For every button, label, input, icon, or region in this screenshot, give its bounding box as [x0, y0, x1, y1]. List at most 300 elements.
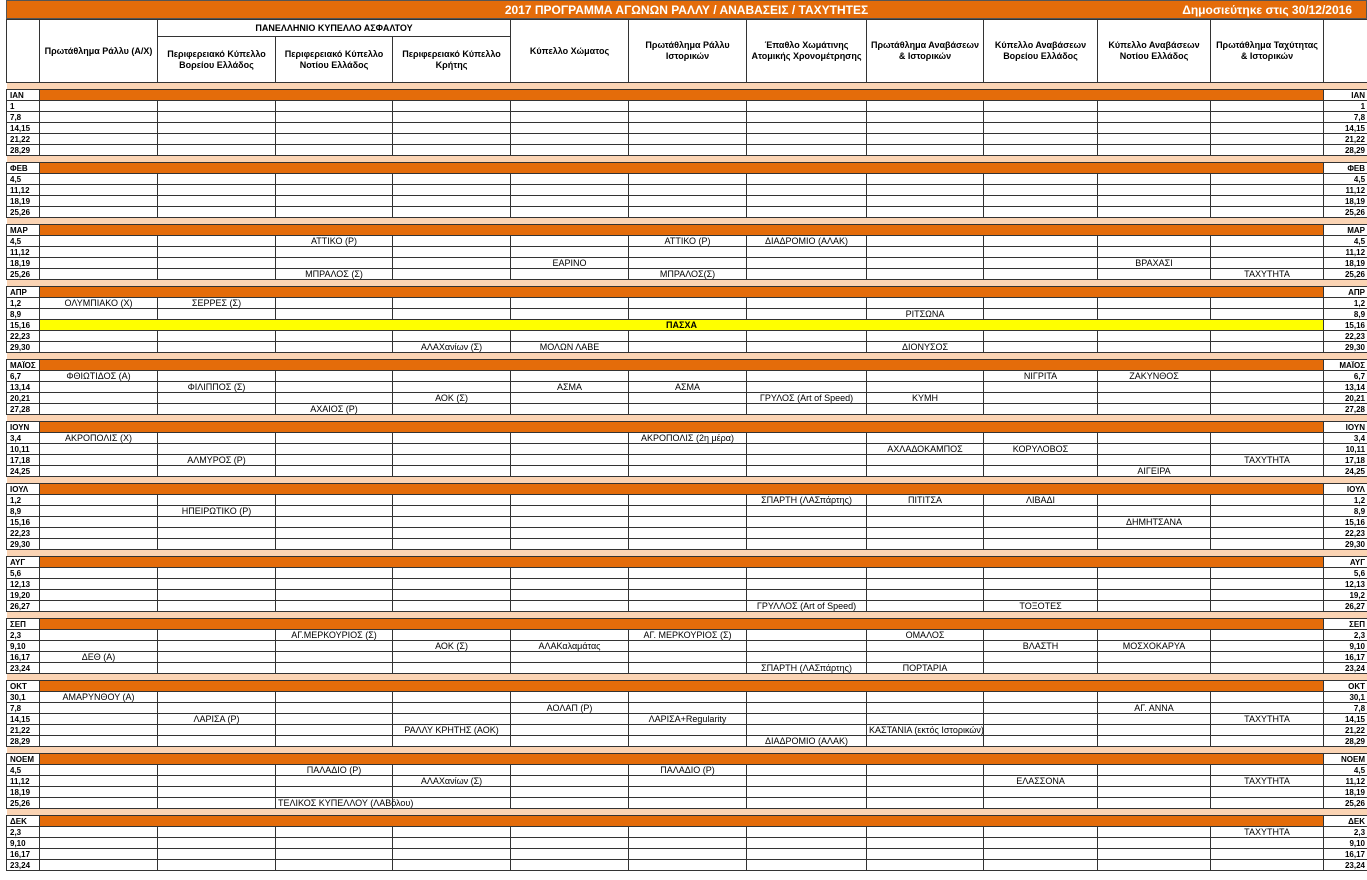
event-cell — [984, 342, 1098, 353]
table-row — [7, 765, 1367, 776]
event-cell — [867, 736, 984, 747]
date-left: 18,19 — [7, 787, 40, 798]
event-cell — [276, 393, 393, 404]
event-cell — [629, 371, 747, 382]
date-right: 9,10 — [1324, 838, 1367, 849]
table-row — [7, 236, 1367, 247]
event-cell — [276, 827, 393, 838]
event-cell — [511, 331, 629, 342]
event-cell — [867, 765, 984, 776]
event-cell — [158, 393, 276, 404]
event-cell — [984, 630, 1098, 641]
event-cell — [276, 601, 393, 612]
event-cell — [747, 725, 867, 736]
month-label-right: ΦΕΒ — [1324, 163, 1367, 174]
event-cell — [1098, 269, 1211, 280]
event-cell — [393, 331, 511, 342]
date-right: 16,17 — [1324, 652, 1367, 663]
event-cell — [1098, 798, 1211, 809]
event-cell — [984, 393, 1098, 404]
event-cell — [984, 703, 1098, 714]
event-cell — [867, 528, 984, 539]
event-cell — [867, 298, 984, 309]
event-name: ΠΙΤΙΤΣΑ — [907, 494, 943, 505]
event-name: ΤΟΞΟΤΕΣ — [1019, 600, 1062, 611]
event-cell — [867, 776, 984, 787]
event-cell — [629, 838, 747, 849]
header-regional-north: Περιφερειακό Κύπελλο Βορείου Ελλάδος — [158, 37, 276, 83]
table-row — [7, 630, 1367, 641]
date-left: 18,19 — [7, 258, 40, 269]
date-right: 27,28 — [1324, 404, 1367, 415]
event-cell — [629, 663, 747, 674]
event-cell — [393, 827, 511, 838]
month-label-right: ΟΚΤ — [1324, 681, 1367, 692]
event-name: ΑΛΜΥΡΟΣ (Ρ) — [187, 454, 246, 465]
event-cell — [984, 185, 1098, 196]
table-row — [7, 714, 1367, 725]
event-cell — [1211, 703, 1324, 714]
event-cell — [629, 703, 747, 714]
event-cell — [747, 692, 867, 703]
event-cell — [747, 495, 867, 506]
event-cell — [984, 849, 1098, 860]
event-cell — [984, 725, 1098, 736]
event-cell — [393, 725, 511, 736]
event-cell — [40, 849, 158, 860]
date-left: 10,11 — [7, 444, 40, 455]
event-cell — [747, 798, 867, 809]
event-name: ΑΛΑΚαλαμάτας — [538, 640, 601, 651]
date-left: 28,29 — [7, 145, 40, 156]
event-cell — [40, 382, 158, 393]
event-cell — [158, 342, 276, 353]
event-cell — [629, 568, 747, 579]
event-name: ΠΟΡΤΑΡΙΑ — [902, 662, 948, 673]
event-cell — [984, 258, 1098, 269]
event-cell — [1098, 849, 1211, 860]
date-left: 21,22 — [7, 725, 40, 736]
date-left: 16,17 — [7, 849, 40, 860]
event-cell — [276, 207, 393, 218]
table-row — [7, 382, 1367, 393]
event-cell — [1211, 579, 1324, 590]
event-cell — [158, 776, 276, 787]
event-cell — [747, 714, 867, 725]
table-row — [7, 798, 1367, 809]
event-cell — [40, 652, 158, 663]
event-cell — [158, 736, 276, 747]
date-right: 2,3 — [1324, 827, 1367, 838]
event-cell — [158, 247, 276, 258]
event-name: ΔΕΘ (Α) — [81, 651, 116, 662]
event-cell — [276, 663, 393, 674]
event-cell — [511, 404, 629, 415]
date-left: 12,13 — [7, 579, 40, 590]
event-cell — [629, 798, 747, 809]
event-cell — [158, 601, 276, 612]
event-cell — [747, 703, 867, 714]
event-cell — [867, 838, 984, 849]
month-separator — [7, 477, 1367, 484]
event-cell — [158, 101, 276, 112]
month-header-row — [7, 360, 1367, 371]
event-cell — [1211, 838, 1324, 849]
event-cell — [40, 641, 158, 652]
event-cell — [1211, 101, 1324, 112]
event-name: ΣΠΑΡΤΗ (ΛΑΣπάρτης) — [761, 494, 852, 505]
event-cell — [276, 404, 393, 415]
date-right: 25,26 — [1324, 269, 1367, 280]
event-cell — [158, 298, 276, 309]
date-right: 22,23 — [1324, 528, 1367, 539]
month-label-left: ΦΕΒ — [7, 163, 40, 174]
date-left: 25,26 — [7, 207, 40, 218]
event-cell — [1098, 112, 1211, 123]
date-right: 29,30 — [1324, 342, 1367, 353]
event-cell — [158, 207, 276, 218]
event-cell — [158, 703, 276, 714]
event-cell — [511, 196, 629, 207]
event-cell — [511, 393, 629, 404]
month-bar — [40, 619, 1324, 630]
event-cell — [393, 371, 511, 382]
month-label-right: ΙΟΥΝ — [1324, 422, 1367, 433]
event-name: ΑΓ. ΜΕΡΚΟΥΡΙΟΣ (Σ) — [643, 629, 732, 640]
event-cell — [1211, 112, 1324, 123]
event-name: ΦΙΛΙΠΠΟΣ (Σ) — [187, 381, 246, 392]
event-cell — [511, 630, 629, 641]
event-cell — [629, 787, 747, 798]
event-cell — [747, 382, 867, 393]
event-cell — [1211, 236, 1324, 247]
event-cell — [1098, 539, 1211, 550]
table-row — [7, 579, 1367, 590]
event-cell — [511, 725, 629, 736]
event-cell — [867, 703, 984, 714]
event-cell — [1098, 860, 1211, 871]
table-row — [7, 269, 1367, 280]
event-cell — [747, 568, 867, 579]
event-cell — [393, 269, 511, 280]
event-name: ΒΛΑΣΤΗ — [1022, 640, 1059, 651]
event-cell — [158, 134, 276, 145]
table-row — [7, 641, 1367, 652]
event-name: ΡΙΤΣΩΝΑ — [905, 308, 945, 319]
event-name: ΤΑΧΥΤΗΤΑ — [1244, 454, 1290, 465]
date-left: 6,7 — [7, 371, 40, 382]
date-right: 14,15 — [1324, 123, 1367, 134]
date-right: 28,29 — [1324, 145, 1367, 156]
date-right: 4,5 — [1324, 765, 1367, 776]
date-right: 18,19 — [1324, 258, 1367, 269]
event-cell — [158, 517, 276, 528]
event-cell — [158, 236, 276, 247]
event-cell — [393, 860, 511, 871]
event-cell — [1098, 652, 1211, 663]
date-left: 18,19 — [7, 196, 40, 207]
event-cell — [1211, 539, 1324, 550]
event-name: ΖΑΚΥΝΘΟΣ — [1129, 370, 1179, 381]
event-cell — [276, 134, 393, 145]
event-cell — [158, 725, 276, 736]
event-cell — [867, 134, 984, 145]
date-left: 11,12 — [7, 776, 40, 787]
date-right: 20,21 — [1324, 393, 1367, 404]
month-label-left: ΟΚΤ — [7, 681, 40, 692]
event-cell — [629, 641, 747, 652]
event-cell — [984, 539, 1098, 550]
event-cell — [276, 652, 393, 663]
event-cell — [1098, 123, 1211, 134]
event-cell — [984, 787, 1098, 798]
event-cell — [158, 185, 276, 196]
date-left: 2,3 — [7, 827, 40, 838]
event-cell — [40, 185, 158, 196]
month-label-right: ΣΕΠ — [1324, 619, 1367, 630]
event-cell — [984, 123, 1098, 134]
event-name: ΔΙΟΝΥΣΟΣ — [901, 341, 949, 352]
event-cell — [1098, 692, 1211, 703]
event-cell — [747, 393, 867, 404]
event-cell — [867, 145, 984, 156]
event-cell — [984, 455, 1098, 466]
date-right: 26,27 — [1324, 601, 1367, 612]
event-cell — [867, 539, 984, 550]
event-cell — [276, 517, 393, 528]
table-row — [7, 444, 1367, 455]
date-left: 4,5 — [7, 765, 40, 776]
date-right: 15,16 — [1324, 517, 1367, 528]
event-cell — [276, 579, 393, 590]
date-left: 19,20 — [7, 590, 40, 601]
month-label-left: ΝΟΕΜ — [7, 754, 40, 765]
event-name: ΤΑΧΥΤΗΤΑ — [1244, 826, 1290, 837]
event-cell — [1098, 342, 1211, 353]
event-cell — [40, 101, 158, 112]
event-name: ΑΟΚ (Σ) — [435, 640, 468, 651]
month-bar — [40, 360, 1324, 371]
event-cell — [867, 342, 984, 353]
month-label-right: ΙΑΝ — [1324, 90, 1367, 101]
month-separator — [7, 83, 1367, 90]
date-left: 1,2 — [7, 495, 40, 506]
month-separator — [7, 809, 1367, 816]
event-cell — [158, 123, 276, 134]
event-cell — [629, 101, 747, 112]
event-cell — [158, 692, 276, 703]
event-cell — [511, 652, 629, 663]
event-cell — [984, 196, 1098, 207]
table-row — [7, 528, 1367, 539]
event-cell — [629, 466, 747, 477]
month-separator — [7, 674, 1367, 681]
event-cell — [984, 827, 1098, 838]
event-cell — [276, 433, 393, 444]
event-cell — [158, 269, 276, 280]
month-label-left: ΜΑΪΟΣ — [7, 360, 40, 371]
table-row — [7, 371, 1367, 382]
date-left: 24,25 — [7, 466, 40, 477]
event-cell — [867, 309, 984, 320]
event-name: ΛΑΡΙΣΑ (Ρ) — [193, 713, 240, 724]
event-cell — [867, 174, 984, 185]
header-date-left — [7, 20, 40, 83]
date-right: 29,30 — [1324, 539, 1367, 550]
event-cell — [629, 827, 747, 838]
event-cell — [158, 382, 276, 393]
event-cell — [629, 269, 747, 280]
header-speed-championship: Πρωτάθλημα Ταχύτητας & Ιστορικών — [1211, 20, 1324, 83]
event-cell — [511, 236, 629, 247]
event-cell — [1211, 736, 1324, 747]
event-cell — [158, 579, 276, 590]
event-cell — [40, 145, 158, 156]
event-cell — [1098, 433, 1211, 444]
event-cell — [984, 269, 1098, 280]
event-cell — [40, 714, 158, 725]
separator-cell — [7, 280, 1367, 287]
event-cell — [747, 444, 867, 455]
event-cell — [629, 309, 747, 320]
table-row — [7, 196, 1367, 207]
event-cell — [1098, 393, 1211, 404]
month-label-right: ΔΕΚ — [1324, 816, 1367, 827]
event-cell — [1211, 776, 1324, 787]
event-cell — [1098, 630, 1211, 641]
event-name: ΒΡΑΧΑΣΙ — [1135, 257, 1173, 268]
event-cell — [1098, 776, 1211, 787]
month-separator — [7, 747, 1367, 754]
header-hillclimb-south: Κύπελλο Αναβάσεων Νοτίου Ελλάδος — [1098, 20, 1211, 83]
event-cell — [158, 528, 276, 539]
separator-cell — [7, 809, 1367, 816]
event-cell — [393, 382, 511, 393]
event-name: ΔΗΜΗΤΣΑΝΑ — [1125, 516, 1183, 527]
event-cell — [40, 112, 158, 123]
date-right: 8,9 — [1324, 506, 1367, 517]
date-right: 22,23 — [1324, 331, 1367, 342]
event-cell — [40, 404, 158, 415]
event-cell — [40, 174, 158, 185]
event-cell — [629, 134, 747, 145]
event-cell — [1211, 725, 1324, 736]
date-right: 11,12 — [1324, 776, 1367, 787]
event-cell — [511, 298, 629, 309]
date-left: 11,12 — [7, 185, 40, 196]
event-cell — [1098, 506, 1211, 517]
event-cell — [867, 455, 984, 466]
schedule-body — [7, 83, 1367, 871]
month-bar — [40, 484, 1324, 495]
event-cell — [1211, 371, 1324, 382]
event-cell — [393, 590, 511, 601]
event-name: ΑΜΑΡΥΝΘΟΥ (Α) — [62, 691, 135, 702]
event-cell — [276, 466, 393, 477]
event-cell — [1098, 787, 1211, 798]
event-cell — [984, 838, 1098, 849]
month-bar — [40, 422, 1324, 433]
month-header-row — [7, 287, 1367, 298]
event-cell — [984, 207, 1098, 218]
event-cell — [40, 247, 158, 258]
event-cell — [511, 601, 629, 612]
event-cell — [747, 517, 867, 528]
table-row — [7, 663, 1367, 674]
event-cell — [984, 433, 1098, 444]
event-cell — [629, 174, 747, 185]
event-cell — [629, 736, 747, 747]
event-cell — [867, 247, 984, 258]
event-cell — [747, 849, 867, 860]
event-cell — [747, 528, 867, 539]
event-cell — [158, 331, 276, 342]
event-cell — [984, 528, 1098, 539]
event-cell — [158, 455, 276, 466]
date-left: 29,30 — [7, 342, 40, 353]
event-name: ΑΓ. ΑΝΝΑ — [1134, 702, 1174, 713]
event-cell — [276, 725, 393, 736]
event-cell — [511, 258, 629, 269]
event-cell — [393, 601, 511, 612]
event-cell — [1098, 495, 1211, 506]
event-cell — [40, 579, 158, 590]
event-cell — [511, 382, 629, 393]
event-cell — [511, 579, 629, 590]
event-cell — [1211, 692, 1324, 703]
event-cell — [1211, 309, 1324, 320]
event-cell — [276, 714, 393, 725]
event-name: ΗΠΕΙΡΩΤΙΚΟ (Ρ) — [181, 505, 252, 516]
event-cell — [393, 404, 511, 415]
event-cell — [276, 269, 393, 280]
event-cell — [867, 495, 984, 506]
event-cell — [40, 725, 158, 736]
date-left: 15,16 — [7, 517, 40, 528]
event-cell — [1211, 601, 1324, 612]
month-label-left: ΣΕΠ — [7, 619, 40, 630]
event-cell — [1098, 207, 1211, 218]
event-name: ΤΑΧΥΤΗΤΑ — [1244, 775, 1290, 786]
event-cell — [747, 579, 867, 590]
event-cell — [511, 101, 629, 112]
event-name: ΠΑΛΑΔΙΟ (Ρ) — [660, 764, 715, 775]
date-right: 8,9 — [1324, 309, 1367, 320]
event-cell — [393, 714, 511, 725]
event-cell — [747, 663, 867, 674]
event-cell — [984, 174, 1098, 185]
event-cell — [158, 258, 276, 269]
event-cell — [1098, 590, 1211, 601]
event-cell — [158, 196, 276, 207]
event-cell — [276, 568, 393, 579]
event-cell — [276, 630, 393, 641]
date-right: 1,2 — [1324, 495, 1367, 506]
event-cell — [1211, 433, 1324, 444]
event-cell — [393, 765, 511, 776]
event-cell — [867, 517, 984, 528]
event-name: ΛΑΡΙΣΑ+Regularity — [648, 713, 727, 724]
event-cell — [1098, 641, 1211, 652]
month-header-row — [7, 754, 1367, 765]
month-header-row — [7, 422, 1367, 433]
event-cell — [276, 112, 393, 123]
event-cell — [393, 185, 511, 196]
date-left: 22,23 — [7, 528, 40, 539]
event-cell — [40, 692, 158, 703]
date-left: 9,10 — [7, 838, 40, 849]
table-row — [7, 134, 1367, 145]
